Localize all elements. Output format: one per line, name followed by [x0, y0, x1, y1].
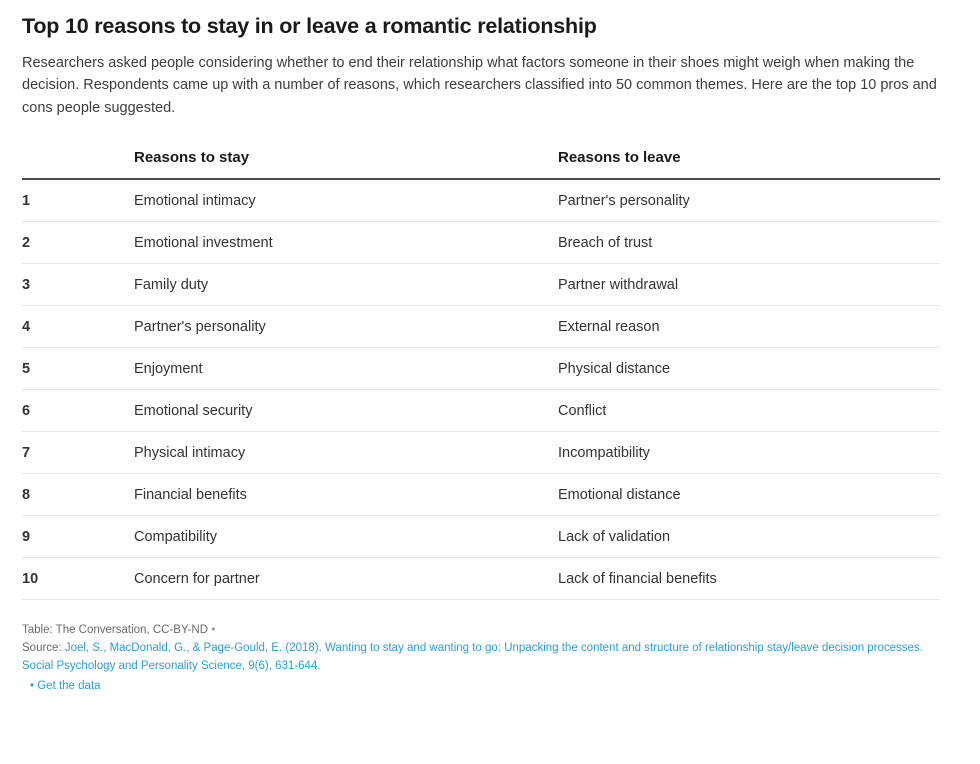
- row-reason-to-leave: Lack of validation: [558, 516, 940, 558]
- row-reason-to-leave: Lack of financial benefits: [558, 558, 940, 600]
- footer-source-label: Source:: [22, 642, 62, 655]
- table-row: [22, 306, 940, 348]
- row-reason-to-leave: Conflict: [558, 390, 940, 432]
- row-rank: 4: [22, 306, 134, 348]
- footer-source-line: [22, 640, 942, 675]
- table-row: [22, 348, 940, 390]
- table-row: [22, 516, 940, 558]
- row-rank: 1: [22, 179, 134, 222]
- row-rank: 8: [22, 474, 134, 516]
- row-reason-to-stay: Compatibility: [134, 516, 558, 558]
- table-row: [22, 474, 940, 516]
- row-rank: 6: [22, 390, 134, 432]
- footer: [22, 622, 942, 695]
- row-rank: 10: [22, 558, 134, 600]
- row-reason-to-stay: Financial benefits: [134, 474, 558, 516]
- footer-get-data-line: [22, 678, 942, 695]
- row-reason-to-stay: Partner's personality: [134, 306, 558, 348]
- table-row: [22, 222, 940, 264]
- table-row: [22, 179, 940, 222]
- table-row: [22, 558, 940, 600]
- row-reason-to-leave: Physical distance: [558, 348, 940, 390]
- table-header-row: [22, 149, 940, 179]
- page-title: Top 10 reasons to stay in or leave a romantic relationship: [22, 14, 597, 38]
- table-header: [22, 149, 940, 179]
- ranking-table: [22, 149, 940, 600]
- row-reason-to-leave: Partner's personality: [558, 179, 940, 222]
- table-row: [22, 264, 940, 306]
- row-reason-to-stay: Physical intimacy: [134, 432, 558, 474]
- row-reason-to-leave: Emotional distance: [558, 474, 940, 516]
- get-the-data-link[interactable]: Get the data: [37, 679, 101, 692]
- row-rank: 2: [22, 222, 134, 264]
- column-header-rank: [22, 149, 134, 179]
- row-reason-to-stay: Emotional security: [134, 390, 558, 432]
- table-body: [22, 179, 940, 600]
- table-row: [22, 390, 940, 432]
- row-rank: 9: [22, 516, 134, 558]
- ranking-table-container: [22, 149, 940, 600]
- footer-credit-separator: •: [211, 624, 216, 637]
- row-reason-to-stay: Emotional intimacy: [134, 179, 558, 222]
- row-rank: 5: [22, 348, 134, 390]
- footer-get-data-separator: •: [30, 679, 35, 692]
- column-header-reasons-to-leave: Reasons to leave: [558, 149, 940, 179]
- column-header-reasons-to-stay: Reasons to stay: [134, 149, 558, 179]
- table-row: [22, 432, 940, 474]
- row-reason-to-leave: External reason: [558, 306, 940, 348]
- row-reason-to-stay: Enjoyment: [134, 348, 558, 390]
- footer-credit-text: Table: The Conversation, CC-BY-ND: [22, 624, 208, 637]
- row-reason-to-stay: Family duty: [134, 264, 558, 306]
- row-reason-to-stay: Emotional investment: [134, 222, 558, 264]
- row-reason-to-leave: Breach of trust: [558, 222, 940, 264]
- footer-credit-line: [22, 622, 942, 639]
- row-rank: 7: [22, 432, 134, 474]
- footer-source-link[interactable]: Joel, S., MacDonald, G., & Page-Gould, E. (2018). Wanting to stay and wanting to go: Unpacking the content and structure of relationship stay/leave decision processes. Social Psychology and Personality Science, 9(6), 631-644.: [22, 642, 923, 672]
- row-reason-to-stay: Concern for partner: [134, 558, 558, 600]
- row-reason-to-leave: Incompatibility: [558, 432, 940, 474]
- row-rank: 3: [22, 264, 134, 306]
- row-reason-to-leave: Partner withdrawal: [558, 264, 940, 306]
- page-subtitle: Researchers asked people considering whether to end their relationship what factors someone in their shoes might weigh when making the decision. Respondents came up with a number of reasons, which researchers classified into 50 common themes. Here are the top 10 pros and cons people suggested.: [22, 54, 937, 116]
